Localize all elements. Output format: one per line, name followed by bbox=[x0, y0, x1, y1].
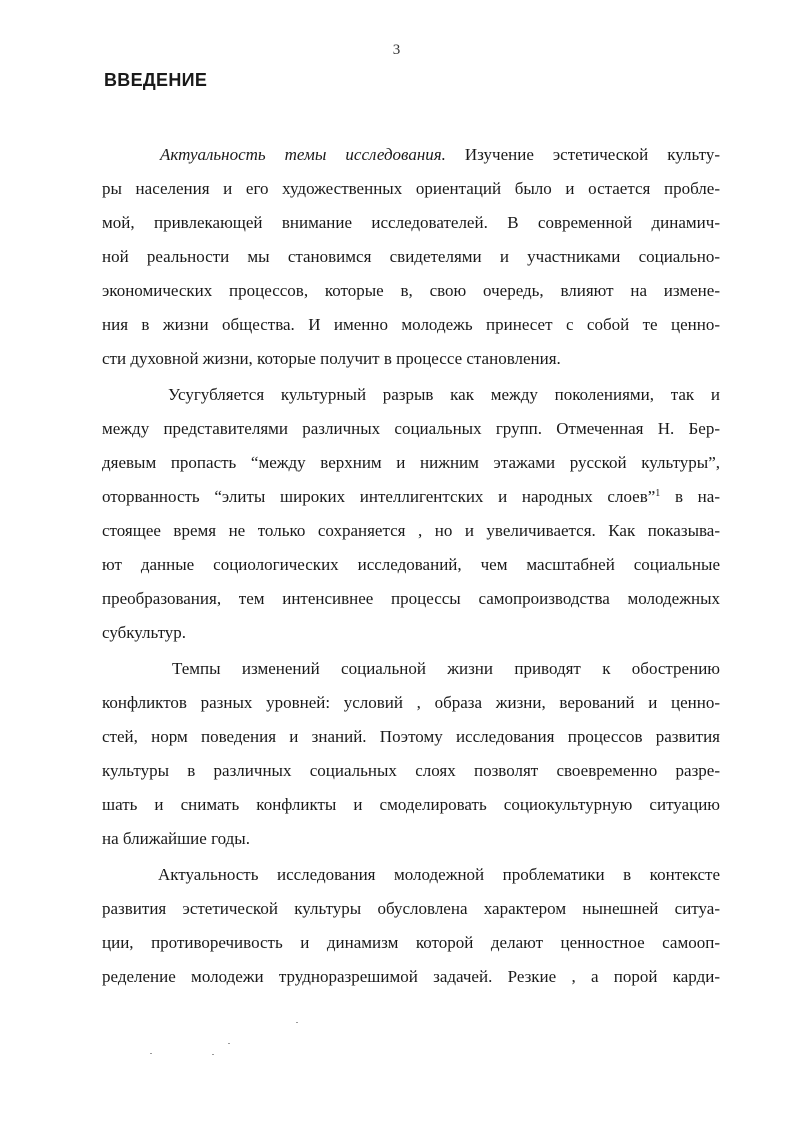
document-body bbox=[102, 138, 720, 994]
paragraph-youth-relevance bbox=[102, 858, 720, 994]
text-line: стоящее время не только сохраняется , но и увеличивается. Как показыва- bbox=[102, 521, 720, 540]
text-line: субкультур. bbox=[102, 623, 187, 642]
text-line: между представителями различных социальных групп. Отмеченная Н. Бер- bbox=[102, 419, 720, 438]
text-line: ры населения и его художественных ориентаций было и остается пробле- bbox=[102, 179, 720, 198]
scan-speck bbox=[228, 1043, 230, 1044]
text-line: ределение молодежи трудноразрешимой задачей. Резкие , а порой карди- bbox=[102, 967, 720, 986]
paragraph-social-change bbox=[102, 652, 720, 856]
section-heading: ВВЕДЕНИЕ bbox=[104, 70, 208, 90]
scan-speck bbox=[212, 1054, 214, 1055]
text-line: дяевым пропасть “между верхним и нижним этажами русской культуры”, bbox=[102, 453, 720, 472]
text-line: ции, противоречивость и динамизм которой делают ценностное самооп- bbox=[102, 933, 720, 952]
text-line: конфликтов разных уровней: условий , образа жизни, верований и ценно- bbox=[102, 693, 720, 712]
text-line: ют данные социологических исследований, чем масштабней социальные bbox=[102, 555, 720, 574]
text-line: ния в жизни общества. И именно молодежь принесет с собой те ценно- bbox=[102, 315, 720, 334]
footnote-marker: 1 bbox=[655, 488, 661, 499]
text-line: мой, привлекающей внимание исследователей. В современной динамич- bbox=[102, 213, 720, 232]
paragraph-cultural-gap bbox=[102, 378, 720, 650]
text-line: сти духовной жизни, которые получит в процессе становления. bbox=[102, 349, 561, 368]
text-line: культуры в различных социальных слоях позволят своевременно разре- bbox=[102, 761, 720, 780]
text-line: оторванность “элиты широких интеллигентских и народных слоев”$^1$ в на- bbox=[102, 487, 720, 506]
scan-speck bbox=[296, 1022, 298, 1023]
text-line: Актуальность исследования молодежной проблематики в контексте bbox=[158, 865, 720, 884]
text-line: ной реальности мы становимся свидетелями и участниками социально- bbox=[102, 247, 720, 266]
text-line: развития эстетической культуры обусловлена характером нынешней ситуа- bbox=[102, 899, 720, 918]
text-line: стей, норм поведения и знаний. Поэтому исследования процессов развития bbox=[102, 727, 720, 746]
text-line: преобразования, тем интенсивнее процессы самопроизводства молодежных bbox=[102, 589, 720, 608]
text-line: Темпы изменений социальной жизни приводят к обострению bbox=[172, 659, 720, 678]
text-line: на ближайшие годы. bbox=[102, 829, 250, 848]
text-line: Актуальность темы исследования. Изучение эстетической культу- bbox=[160, 145, 720, 164]
paragraph-relevance bbox=[102, 138, 720, 376]
text-line: Усугубляется культурный разрыв как между поколениями, так и bbox=[168, 385, 720, 404]
text-line: экономических процессов, которые в, свою очередь, влияют на измене- bbox=[102, 281, 720, 300]
italic-lead: Актуальность темы исследования. bbox=[160, 145, 446, 164]
scan-speck bbox=[150, 1053, 152, 1054]
page-number: 3 bbox=[392, 42, 401, 58]
text-line: шать и снимать конфликты и смоделировать социокультурную ситуацию bbox=[102, 795, 720, 814]
